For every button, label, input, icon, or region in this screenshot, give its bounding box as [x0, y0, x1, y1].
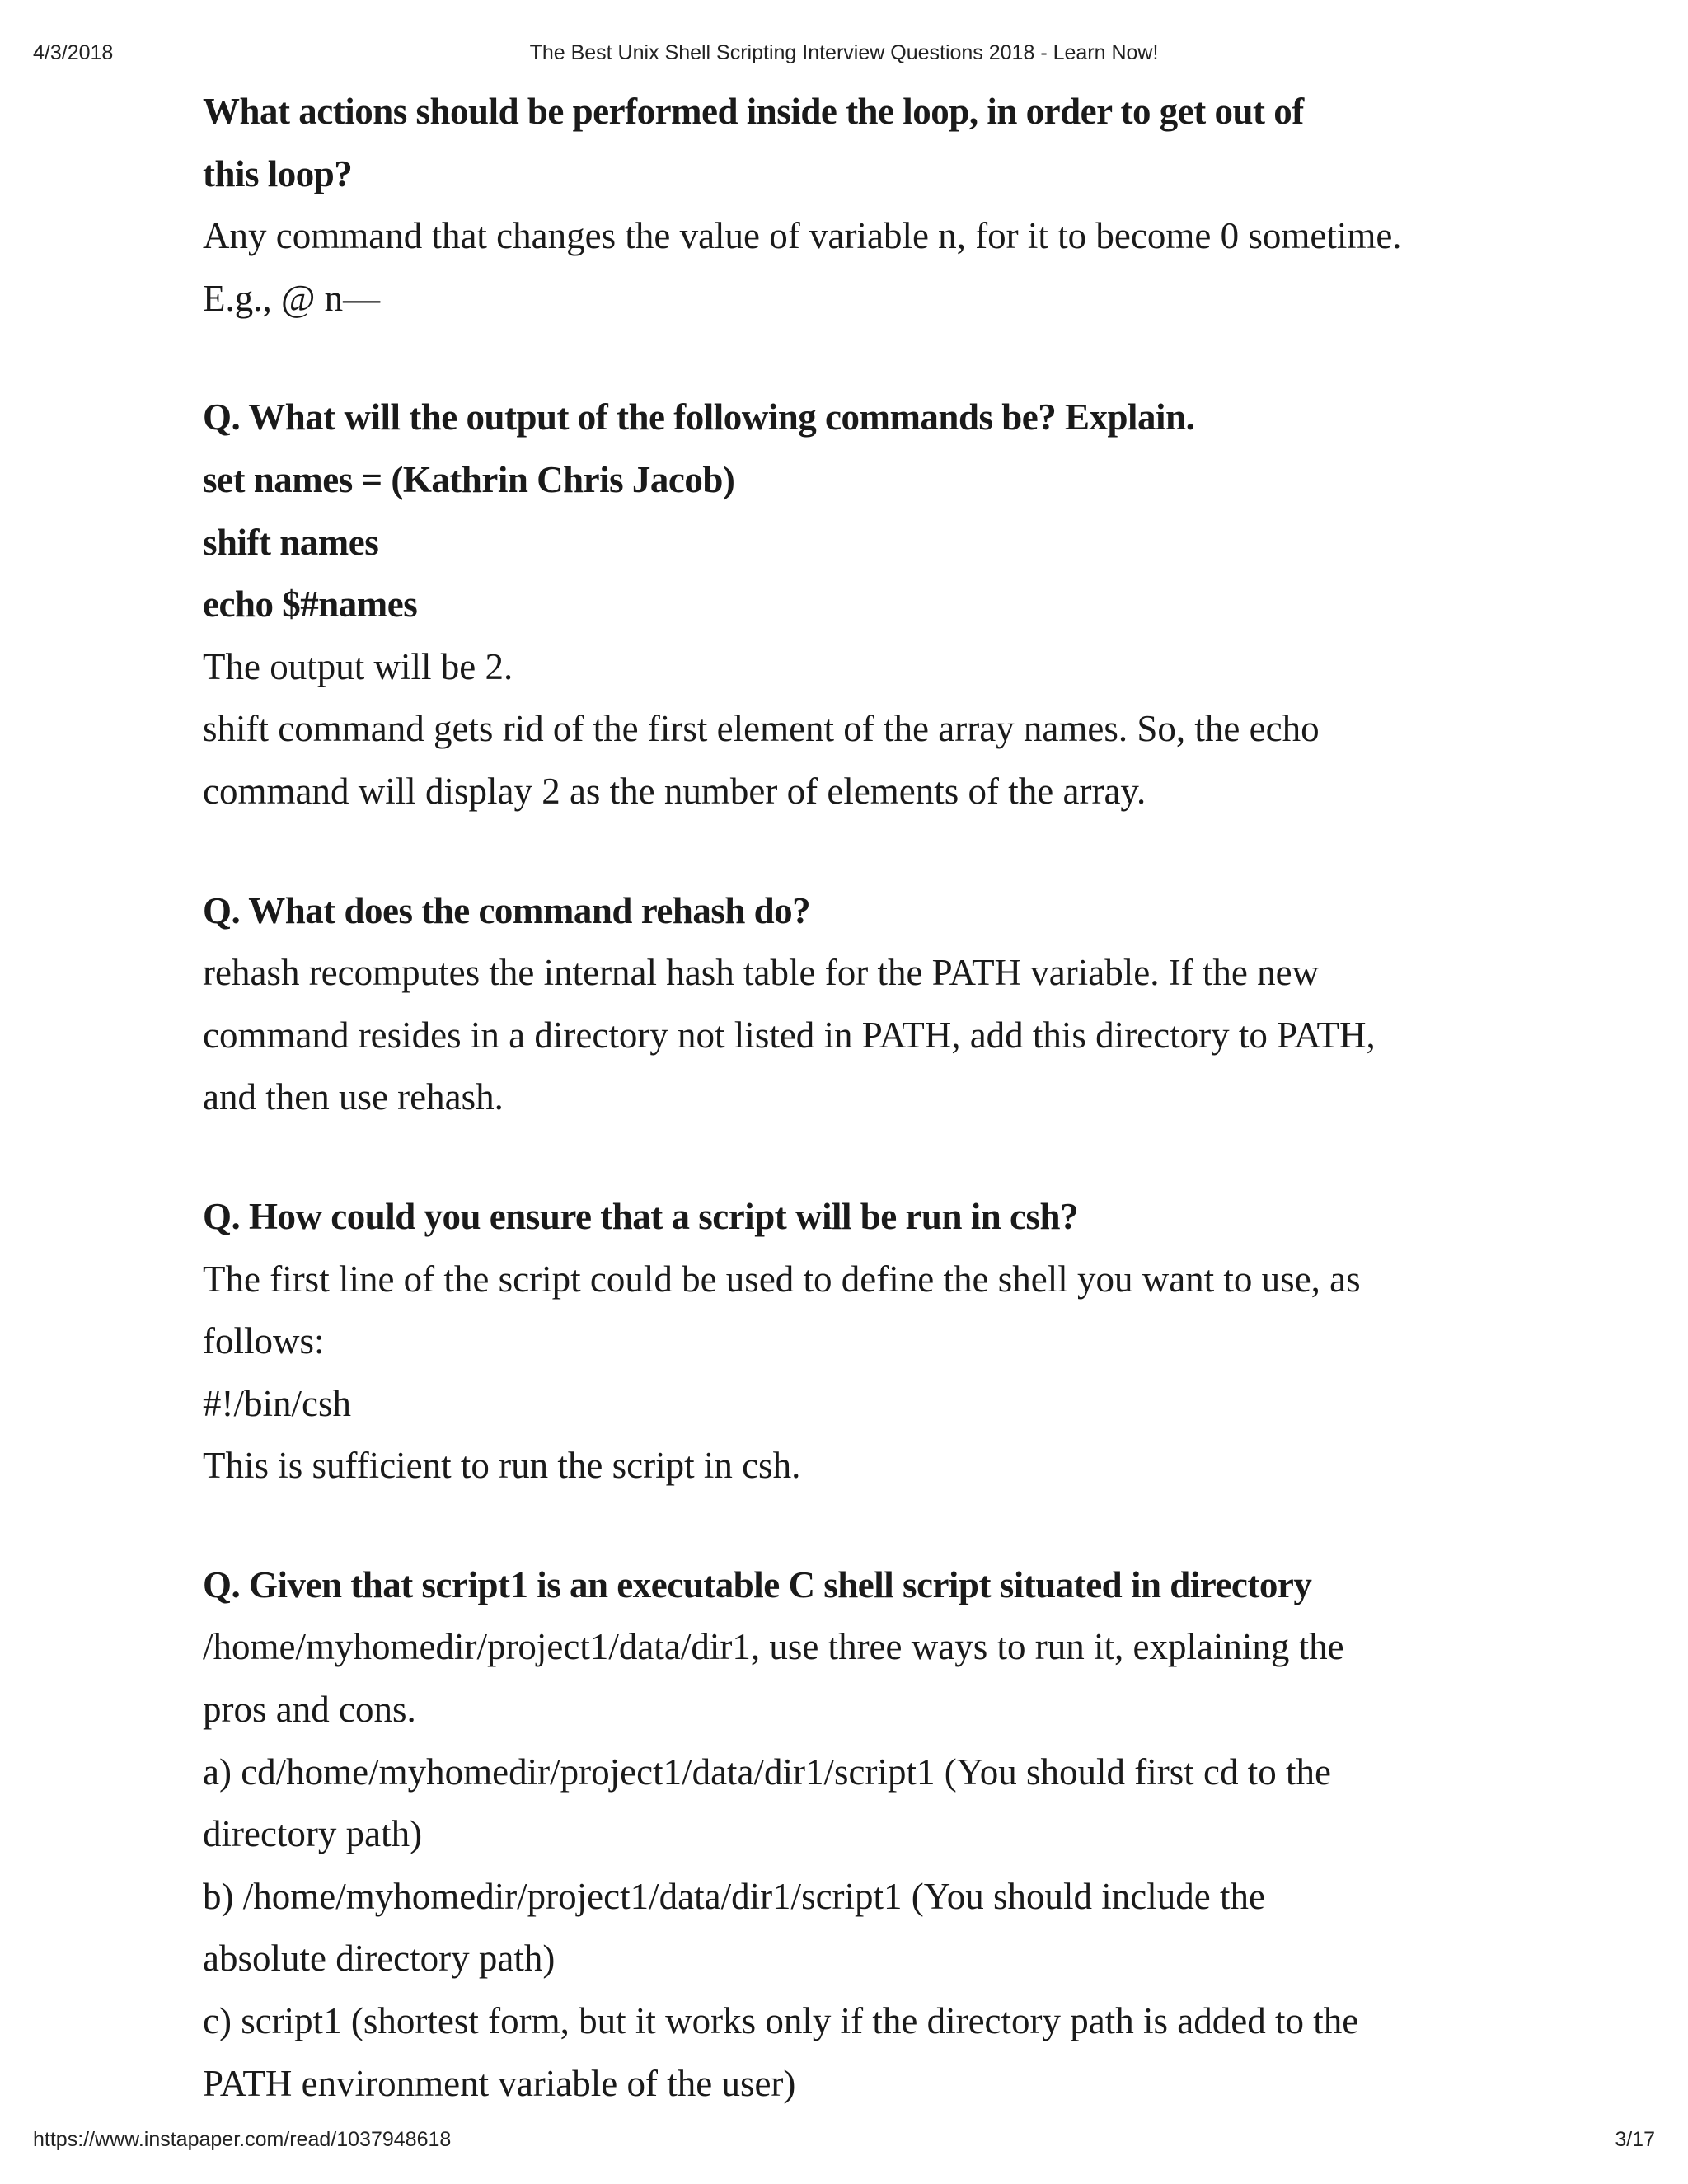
answer-line: absolute directory path) — [203, 1938, 556, 1980]
code-line: echo $#names — [203, 583, 418, 626]
question-line: Q. Given that script1 is an executable C shell script situated in directory — [203, 1563, 1312, 1605]
qa-section-run-script — [203, 1554, 1538, 2115]
print-footer — [0, 2128, 1688, 2154]
section-divider-space — [203, 1129, 1538, 1186]
answer-line: /home/myhomedir/project1/data/dir1, use three ways to run it, explaining the — [203, 1626, 1344, 1668]
print-date: 4/3/2018 — [33, 41, 114, 64]
qa-section-loop-exit — [203, 81, 1538, 330]
print-url: https://www.instapaper.com/read/1037948618 — [33, 2128, 452, 2151]
answer-line: a) cd/home/myhomedir/project1/data/dir1/script1 (You should first cd to the — [203, 1750, 1331, 1793]
answer-line: The output will be 2. — [203, 645, 513, 687]
answer-line: command will display 2 as the number of elements of the array. — [203, 770, 1146, 812]
qa-section-shift-names — [203, 387, 1538, 823]
answer-line: PATH environment variable of the user) — [203, 2062, 796, 2104]
answer-line: c) script1 (shortest form, but it works only if the directory path is added to the — [203, 2000, 1359, 2042]
qa-section-csh — [203, 1186, 1538, 1497]
answer-line: #!/bin/csh — [203, 1382, 351, 1424]
question-line: Q. How could you ensure that a script will be run in csh? — [203, 1195, 1079, 1237]
print-page-title: The Best Unix Shell Scripting Interview Questions 2018 - Learn Now! — [529, 41, 1159, 64]
answer-line: E.g., @ n— — [203, 277, 381, 319]
answer-line: b) /home/myhomedir/project1/data/dir1/script1 (You should include the — [203, 1875, 1265, 1917]
section-divider-space — [203, 823, 1538, 880]
answer-line: follows: — [203, 1320, 325, 1362]
answer-line: Any command that changes the value of variable n, for it to become 0 sometime. — [203, 215, 1402, 257]
answer-line: pros and cons. — [203, 1689, 416, 1731]
answer-line: This is sufficient to run the script in csh. — [203, 1445, 801, 1487]
answer-line: command resides in a directory not listed in PATH, add this directory to PATH, — [203, 1014, 1376, 1056]
answer-line: directory path) — [203, 1813, 423, 1855]
code-line: shift names — [203, 521, 379, 563]
question-line: Q. What does the command rehash do? — [203, 889, 811, 931]
answer-line: The first line of the script could be used to define the shell you want to use, as — [203, 1258, 1361, 1300]
section-divider-space — [203, 1497, 1538, 1554]
question-line: What actions should be performed inside the loop, in order to get out of — [203, 91, 1304, 132]
answer-line: rehash recomputes the internal hash table for the PATH variable. If the new — [203, 952, 1320, 994]
qa-section-rehash — [203, 880, 1538, 1129]
section-divider-space — [203, 330, 1538, 387]
question-line: this loop? — [203, 152, 353, 194]
article-body — [203, 81, 1538, 2115]
print-header — [0, 41, 1688, 68]
answer-line: and then use rehash. — [203, 1076, 504, 1118]
print-page-number: 3/17 — [1615, 2128, 1655, 2151]
code-line: set names = (Kathrin Chris Jacob) — [203, 458, 735, 500]
question-line: Q. What will the output of the following commands be? Explain. — [203, 396, 1195, 438]
answer-line: shift command gets rid of the first element of the array names. So, the echo — [203, 708, 1320, 750]
